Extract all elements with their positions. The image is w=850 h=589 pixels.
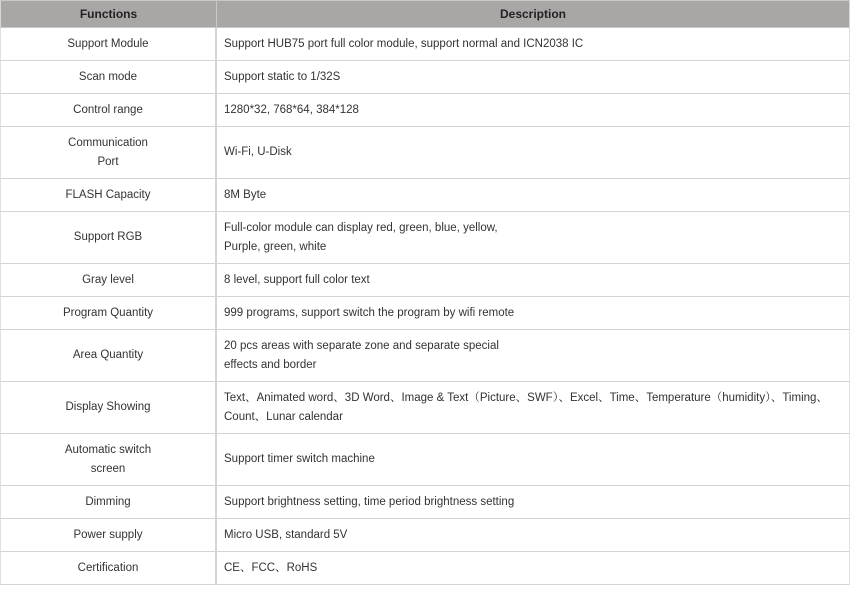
table-row [0,486,850,519]
description-cell [217,297,850,330]
description-text: 8M Byte [224,188,267,201]
function-label: screen [90,462,126,475]
description-text: Wi-Fi, U-Disk [224,146,292,158]
function-label: Power supply [73,528,143,541]
function-label: Scan mode [78,70,138,83]
description-cell [217,382,850,434]
table-row [0,552,850,585]
function-cell [0,330,217,382]
table-row [0,330,850,382]
function-cell [0,179,217,212]
table-row [0,127,850,179]
function-cell [0,434,217,486]
function-cell [0,519,217,552]
table-row [0,264,850,297]
function-cell [0,297,217,330]
function-cell [0,382,217,434]
table-row [0,382,850,434]
description-text: 1280*32, 768*64, 384*128 [224,103,359,116]
table-row [0,519,850,552]
table-row [0,179,850,212]
functions-header: Functions [0,0,217,28]
description-text: Count、Lunar calendar [224,410,343,423]
function-cell [0,94,217,127]
description-cell [217,434,850,486]
function-label: Certification [77,561,139,574]
description-cell [217,179,850,212]
description-text: effects and border [224,358,317,371]
description-cell [217,264,850,297]
function-cell [0,61,217,94]
function-label: Support RGB [73,231,143,243]
description-text: Support timer switch machine [224,453,375,465]
table-row [0,297,850,330]
description-cell [217,552,850,585]
function-label: Gray level [82,273,134,286]
table-row [0,28,850,61]
description-cell [217,519,850,552]
description-cell [217,61,850,94]
function-label: Program Quantity [62,306,154,319]
table-row [0,212,850,264]
description-cell [217,127,850,179]
description-text: 20 pcs areas with separate zone and separate special [224,339,499,352]
description-text: Purple, green, white [224,240,327,253]
function-label: Automatic switch [64,443,152,456]
function-label: Communication [68,136,148,149]
description-text: Support HUB75 port full color module, support normal and ICN2038 IC [224,37,584,50]
header-row [0,0,850,28]
function-label: Dimming [85,495,131,508]
function-label: Area Quantity [72,349,144,361]
description-cell [217,330,850,382]
description-header: Description [217,0,850,28]
function-label: FLASH Capacity [65,188,151,201]
function-cell [0,212,217,264]
description-cell [217,28,850,61]
spec-body [0,28,850,585]
function-label: Display Showing [65,401,151,413]
description-text: Full-color module can display red, green, blue, yellow, [224,221,498,234]
description-cell [217,94,850,127]
table-row [0,61,850,94]
description-cell [217,486,850,519]
table-row [0,94,850,127]
description-text: Text、Animated word、3D Word、Image & Text（Picture、SWF）、Excel、Time、Temperature（humidity）、Timing、 [224,391,828,404]
description-text: Micro USB, standard 5V [224,528,348,541]
description-text: 8 level, support full color text [224,273,370,286]
function-label: Control range [73,103,143,116]
description-text: Support brightness setting, time period brightness setting [224,495,515,508]
function-cell [0,264,217,297]
description-text: 999 programs, support switch the program by wifi remote [224,306,515,319]
description-text: Support static to 1/32S [224,70,341,83]
table-row [0,434,850,486]
function-cell [0,486,217,519]
function-label: Port [97,155,119,168]
description-text: CE、FCC、RoHS [224,561,318,574]
function-cell [0,28,217,61]
function-cell [0,127,217,179]
description-cell [217,212,850,264]
function-cell [0,552,217,585]
function-label: Support Module [67,37,149,50]
